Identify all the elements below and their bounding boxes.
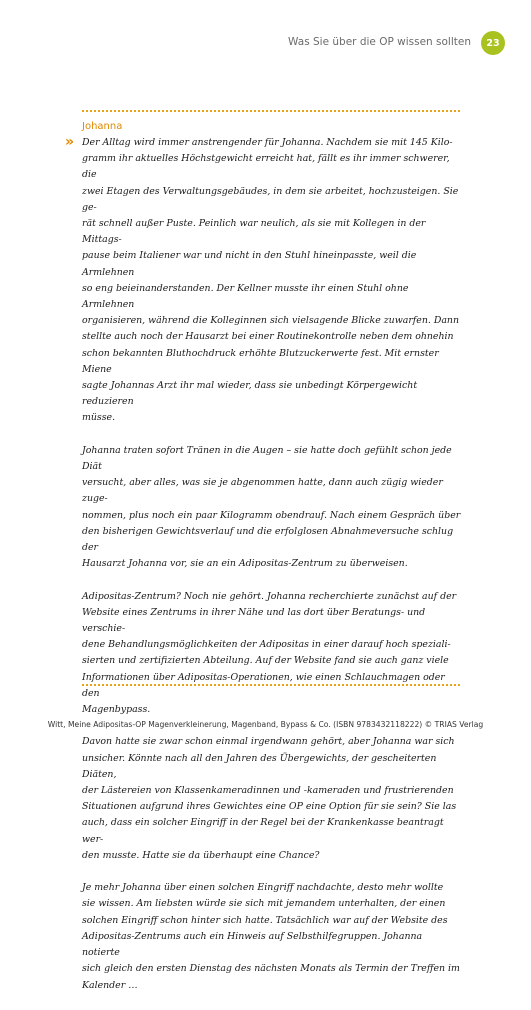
story-paragraph-1: Der Alltag wird immer anstrengender für Johanna. Nachdem sie mit 145 Kilo- gramm ihr aktuelles Höchstgewicht erreicht hat, fällt es ihr immer schwerer, die zwei Etagen des Verwaltungsgebäudes, in dem sie arbeitet, hochzusteigen. Sie ge- rät schnell außer Puste. Peinlich war neulich, als sie mit Kollegen in der Mittags- pause beim Italiener war und nicht in den Stuhl hineinpasste, weil die Armlehnen so eng beieinanderstanden. Der Kellner musste ihr einen Stuhl ohne Armlehnen organisieren, während die Kolleginnen sich vielsagende Blicke zuwarfen. Dann stellte auch noch der Hausarzt bei einer Routinekontrolle neben dem ohnehin schon bekannten Bluthochdruck erhöhte Blutzuckerwerte fest. Mit ernster Miene sagte Johannas Arzt ihr mal wieder, dass sie unbedingt Körpergewicht reduzieren müsse. (82, 137, 460, 424)
story-paragraph-5: Je mehr Johanna über einen solchen Eingriff nachdachte, desto mehr wollte sie wissen. Am liebsten würde sie sich mit jemandem unterhalten, der einen solchen Eingriff schon hinter sich hatte. Tatsächlich war auf der Website des Adipositas-Zentrums auch ein Hinweis auf Selbsthilfegruppen. Johanna notierte sich gleich den ersten Dienstag des nächsten Monats als Termin der Treffen im Kalender … (82, 882, 460, 991)
quote-chevron-icon: » (65, 134, 75, 150)
running-head: Was Sie über die OP wissen sollten (288, 36, 471, 48)
case-story (82, 135, 462, 1010)
footer-citation: Witt, Meine Adipositas-OP Magenverkleinerung, Magenband, Bypass & Co. (ISBN 9783432118222) © TRIAS Verlag (47, 720, 484, 729)
box-label: Johanna (82, 121, 123, 132)
story-paragraph-2: Johanna traten sofort Tränen in die Augen – sie hatte doch gefühlt schon jede Diät versucht, aber alles, was sie je abgenommen hatte, dann auch zügig wieder zuge- nommen, plus noch ein paar Kilogramm obendrauf. Nach einem Gespräch über den bisherigen Gewichtsverlauf und die erfolglosen Abnahmeversuche schlug der Hausarzt Johanna vor, sie an ein Adipositas-Zentrum zu überweisen. (82, 444, 461, 570)
story-paragraph-3: Adipositas-Zentrum? Noch nie gehört. Johanna recherchierte zunächst auf der Website eines Zentrums in ihrer Nähe und las dort über Beratungs- und verschie- dene Behandlungsmöglichkeiten der Adipositas in einer darauf hoch speziali- sierten und zertifizierten Abteilung. Auf der Website fand sie auch ganz viele Informationen über Adipositas-Operationen, wie einen Schlauchmagen oder den Magenbypass. (82, 590, 457, 716)
page-number-badge: 23 (481, 31, 505, 55)
top-dotted-divider (82, 110, 460, 112)
bottom-dotted-divider (82, 684, 460, 686)
story-paragraph-4: Davon hatte sie zwar schon einmal irgendwann gehört, aber Johanna war sich unsicher. Könnte nach all den Jahren des Übergewichts, der gescheiterten Diäten, der Lästereien von Klassenkameradinnen und -kameraden und frustrierenden Situationen aufgrund ihres Gewichtes eine OP eine Option für sie sein? Sie las auch, dass ein solcher Eingriff in der Regel bei der Krankenkasse beantragt wer- den musste. Hatte sie da überhaupt eine Chance? (82, 736, 457, 861)
